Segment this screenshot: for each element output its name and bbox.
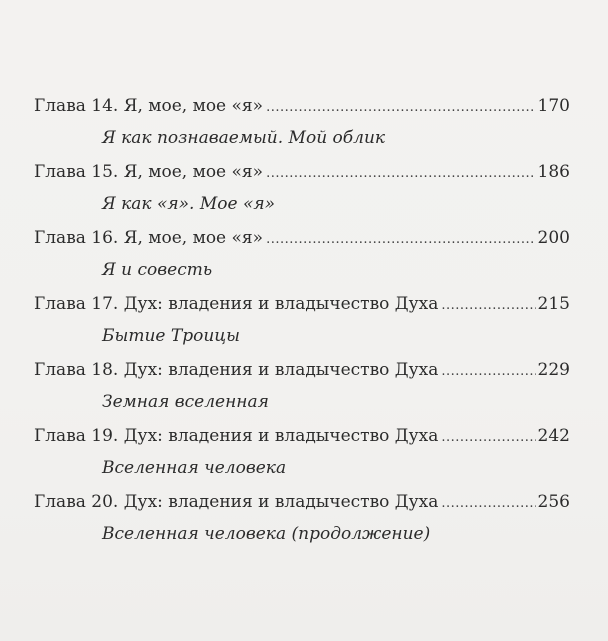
chapter-subtitle: Я как «я». Мое «я» <box>102 194 276 214</box>
toc-entry <box>0 489 608 555</box>
chapter-title: Глава 17. Дух: владения и владычество Духа <box>34 294 439 314</box>
page-number: 256 <box>537 492 570 512</box>
chapter-title: Глава 16. Я, мое, мое «я» <box>34 228 264 248</box>
dot-leader <box>441 293 535 319</box>
toc-entry <box>0 423 608 489</box>
page-number: 229 <box>537 360 570 380</box>
chapter-title: Глава 18. Дух: владения и владычество Духа <box>34 360 439 380</box>
dot-leader <box>266 95 535 121</box>
toc-entry-line <box>34 357 570 383</box>
toc-entry <box>0 159 608 225</box>
toc-entry-line <box>34 159 570 185</box>
chapter-subtitle: Вселенная человека (продолжение) <box>102 524 431 544</box>
chapter-title: Глава 20. Дух: владения и владычество Духа <box>34 492 439 512</box>
chapter-title: Глава 19. Дух: владения и владычество Духа <box>34 426 439 446</box>
toc-entry <box>0 357 608 423</box>
toc-entry-line <box>34 225 570 251</box>
page-number: 242 <box>537 426 570 446</box>
dot-leader <box>266 161 535 187</box>
toc-entry-line <box>34 93 570 119</box>
toc-entry <box>0 225 608 291</box>
chapter-subtitle: Земная вселенная <box>102 392 269 412</box>
toc-entry-line <box>34 489 570 515</box>
chapter-subtitle: Вселенная человека <box>102 458 287 478</box>
page-number: 186 <box>537 162 570 182</box>
chapter-title: Глава 14. Я, мое, мое «я» <box>34 96 264 116</box>
chapter-subtitle: Я и совесть <box>102 260 213 280</box>
page-number: 215 <box>537 294 570 314</box>
toc-entry-line <box>34 423 570 449</box>
page-number: 170 <box>537 96 570 116</box>
toc-entry-line <box>34 291 570 317</box>
dot-leader <box>441 425 535 451</box>
chapter-title: Глава 15. Я, мое, мое «я» <box>34 162 264 182</box>
chapter-subtitle: Бытие Троицы <box>102 326 240 346</box>
page-number: 200 <box>537 228 570 248</box>
chapter-subtitle: Я как познаваемый. Мой облик <box>102 128 386 148</box>
dot-leader <box>441 491 535 517</box>
dot-leader <box>266 227 535 253</box>
toc-entry <box>0 93 608 159</box>
dot-leader <box>441 359 535 385</box>
toc-entry <box>0 291 608 357</box>
